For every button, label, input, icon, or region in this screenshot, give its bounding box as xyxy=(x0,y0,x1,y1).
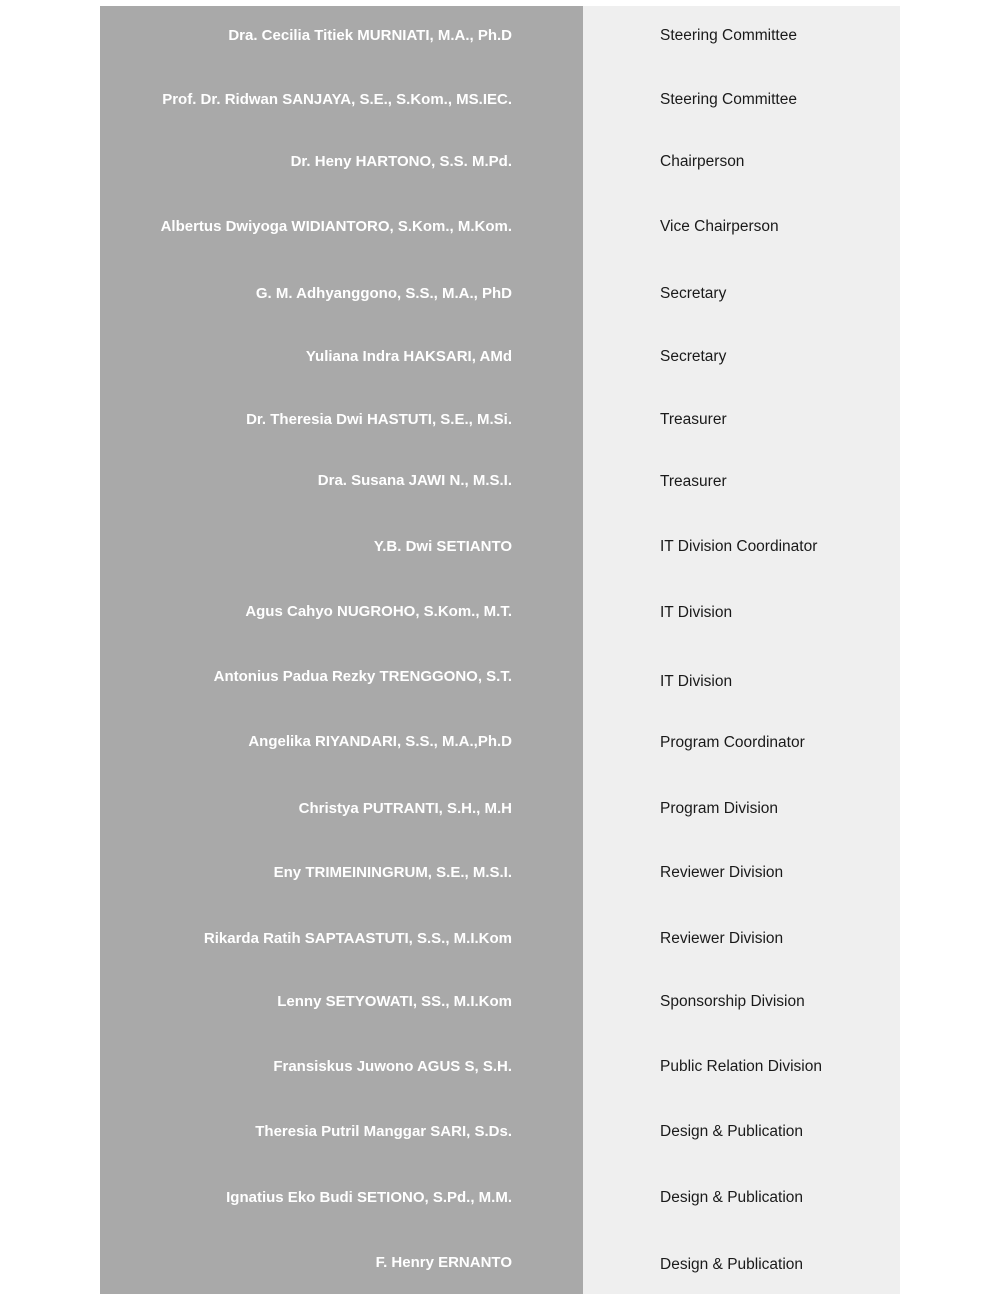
names-column xyxy=(100,6,583,1294)
member-name: Angelika RIYANDARI, S.S., M.A.,Ph.D xyxy=(248,733,512,750)
member-role: Treasurer xyxy=(660,411,727,428)
member-name: Agus Cahyo NUGROHO, S.Kom., M.T. xyxy=(245,603,512,620)
member-name: Yuliana Indra HAKSARI, AMd xyxy=(305,348,512,365)
member-name: Y.B. Dwi SETIANTO xyxy=(373,538,512,555)
roles-column xyxy=(583,6,900,1294)
member-name: Eny TRIMEININGRUM, S.E., M.S.I. xyxy=(273,864,512,881)
member-name: Lenny SETYOWATI, SS., M.I.Kom xyxy=(277,993,512,1010)
member-name: Christya PUTRANTI, S.H., M.H xyxy=(298,800,512,817)
member-name: F. Henry ERNANTO xyxy=(375,1254,512,1271)
member-role: IT Division Coordinator xyxy=(660,538,818,555)
member-role: Program Division xyxy=(660,800,779,817)
member-role: Reviewer Division xyxy=(660,930,784,947)
member-name: Fransiskus Juwono AGUS S, S.H. xyxy=(273,1058,512,1075)
member-name: Dra. Susana JAWI N., M.S.I. xyxy=(317,472,512,489)
member-name: Albertus Dwiyoga WIDIANTORO, S.Kom., M.Kom. xyxy=(160,218,512,235)
member-name: Dra. Cecilia Titiek MURNIATI, M.A., Ph.D xyxy=(228,27,512,44)
member-name: Dr. Heny HARTONO, S.S. M.Pd. xyxy=(290,153,512,170)
member-role: Steering Committee xyxy=(660,27,797,44)
member-role: Design & Publication xyxy=(660,1123,804,1140)
member-role: Reviewer Division xyxy=(660,864,784,881)
member-name: Ignatius Eko Budi SETIONO, S.Pd., M.M. xyxy=(226,1189,512,1206)
committee-table xyxy=(100,6,900,1294)
member-role: Program Coordinator xyxy=(660,734,805,751)
member-name: Dr. Theresia Dwi HASTUTI, S.E., M.Si. xyxy=(246,411,512,428)
member-role: Treasurer xyxy=(660,473,727,490)
member-role: Secretary xyxy=(660,285,727,302)
member-name: G. M. Adhyanggono, S.S., M.A., PhD xyxy=(255,285,512,302)
member-role: Secretary xyxy=(660,348,727,365)
member-role: Design & Publication xyxy=(660,1256,804,1273)
member-name: Antonius Padua Rezky TRENGGONO, S.T. xyxy=(213,668,512,685)
member-name: Rikarda Ratih SAPTAASTUTI, S.S., M.I.Kom xyxy=(203,930,512,947)
member-role: Sponsorship Division xyxy=(660,993,805,1010)
member-name: Theresia Putril Manggar SARI, S.Ds. xyxy=(255,1123,512,1140)
member-role: Steering Committee xyxy=(660,91,797,108)
member-role: IT Division xyxy=(660,604,733,621)
member-role: Design & Publication xyxy=(660,1189,804,1206)
member-role: Chairperson xyxy=(660,153,745,170)
member-name: Prof. Dr. Ridwan SANJAYA, S.E., S.Kom., MS.IEC. xyxy=(162,91,512,108)
member-role: Public Relation Division xyxy=(660,1058,822,1075)
member-role: Vice Chairperson xyxy=(660,218,779,235)
member-role: IT Division xyxy=(660,673,733,690)
